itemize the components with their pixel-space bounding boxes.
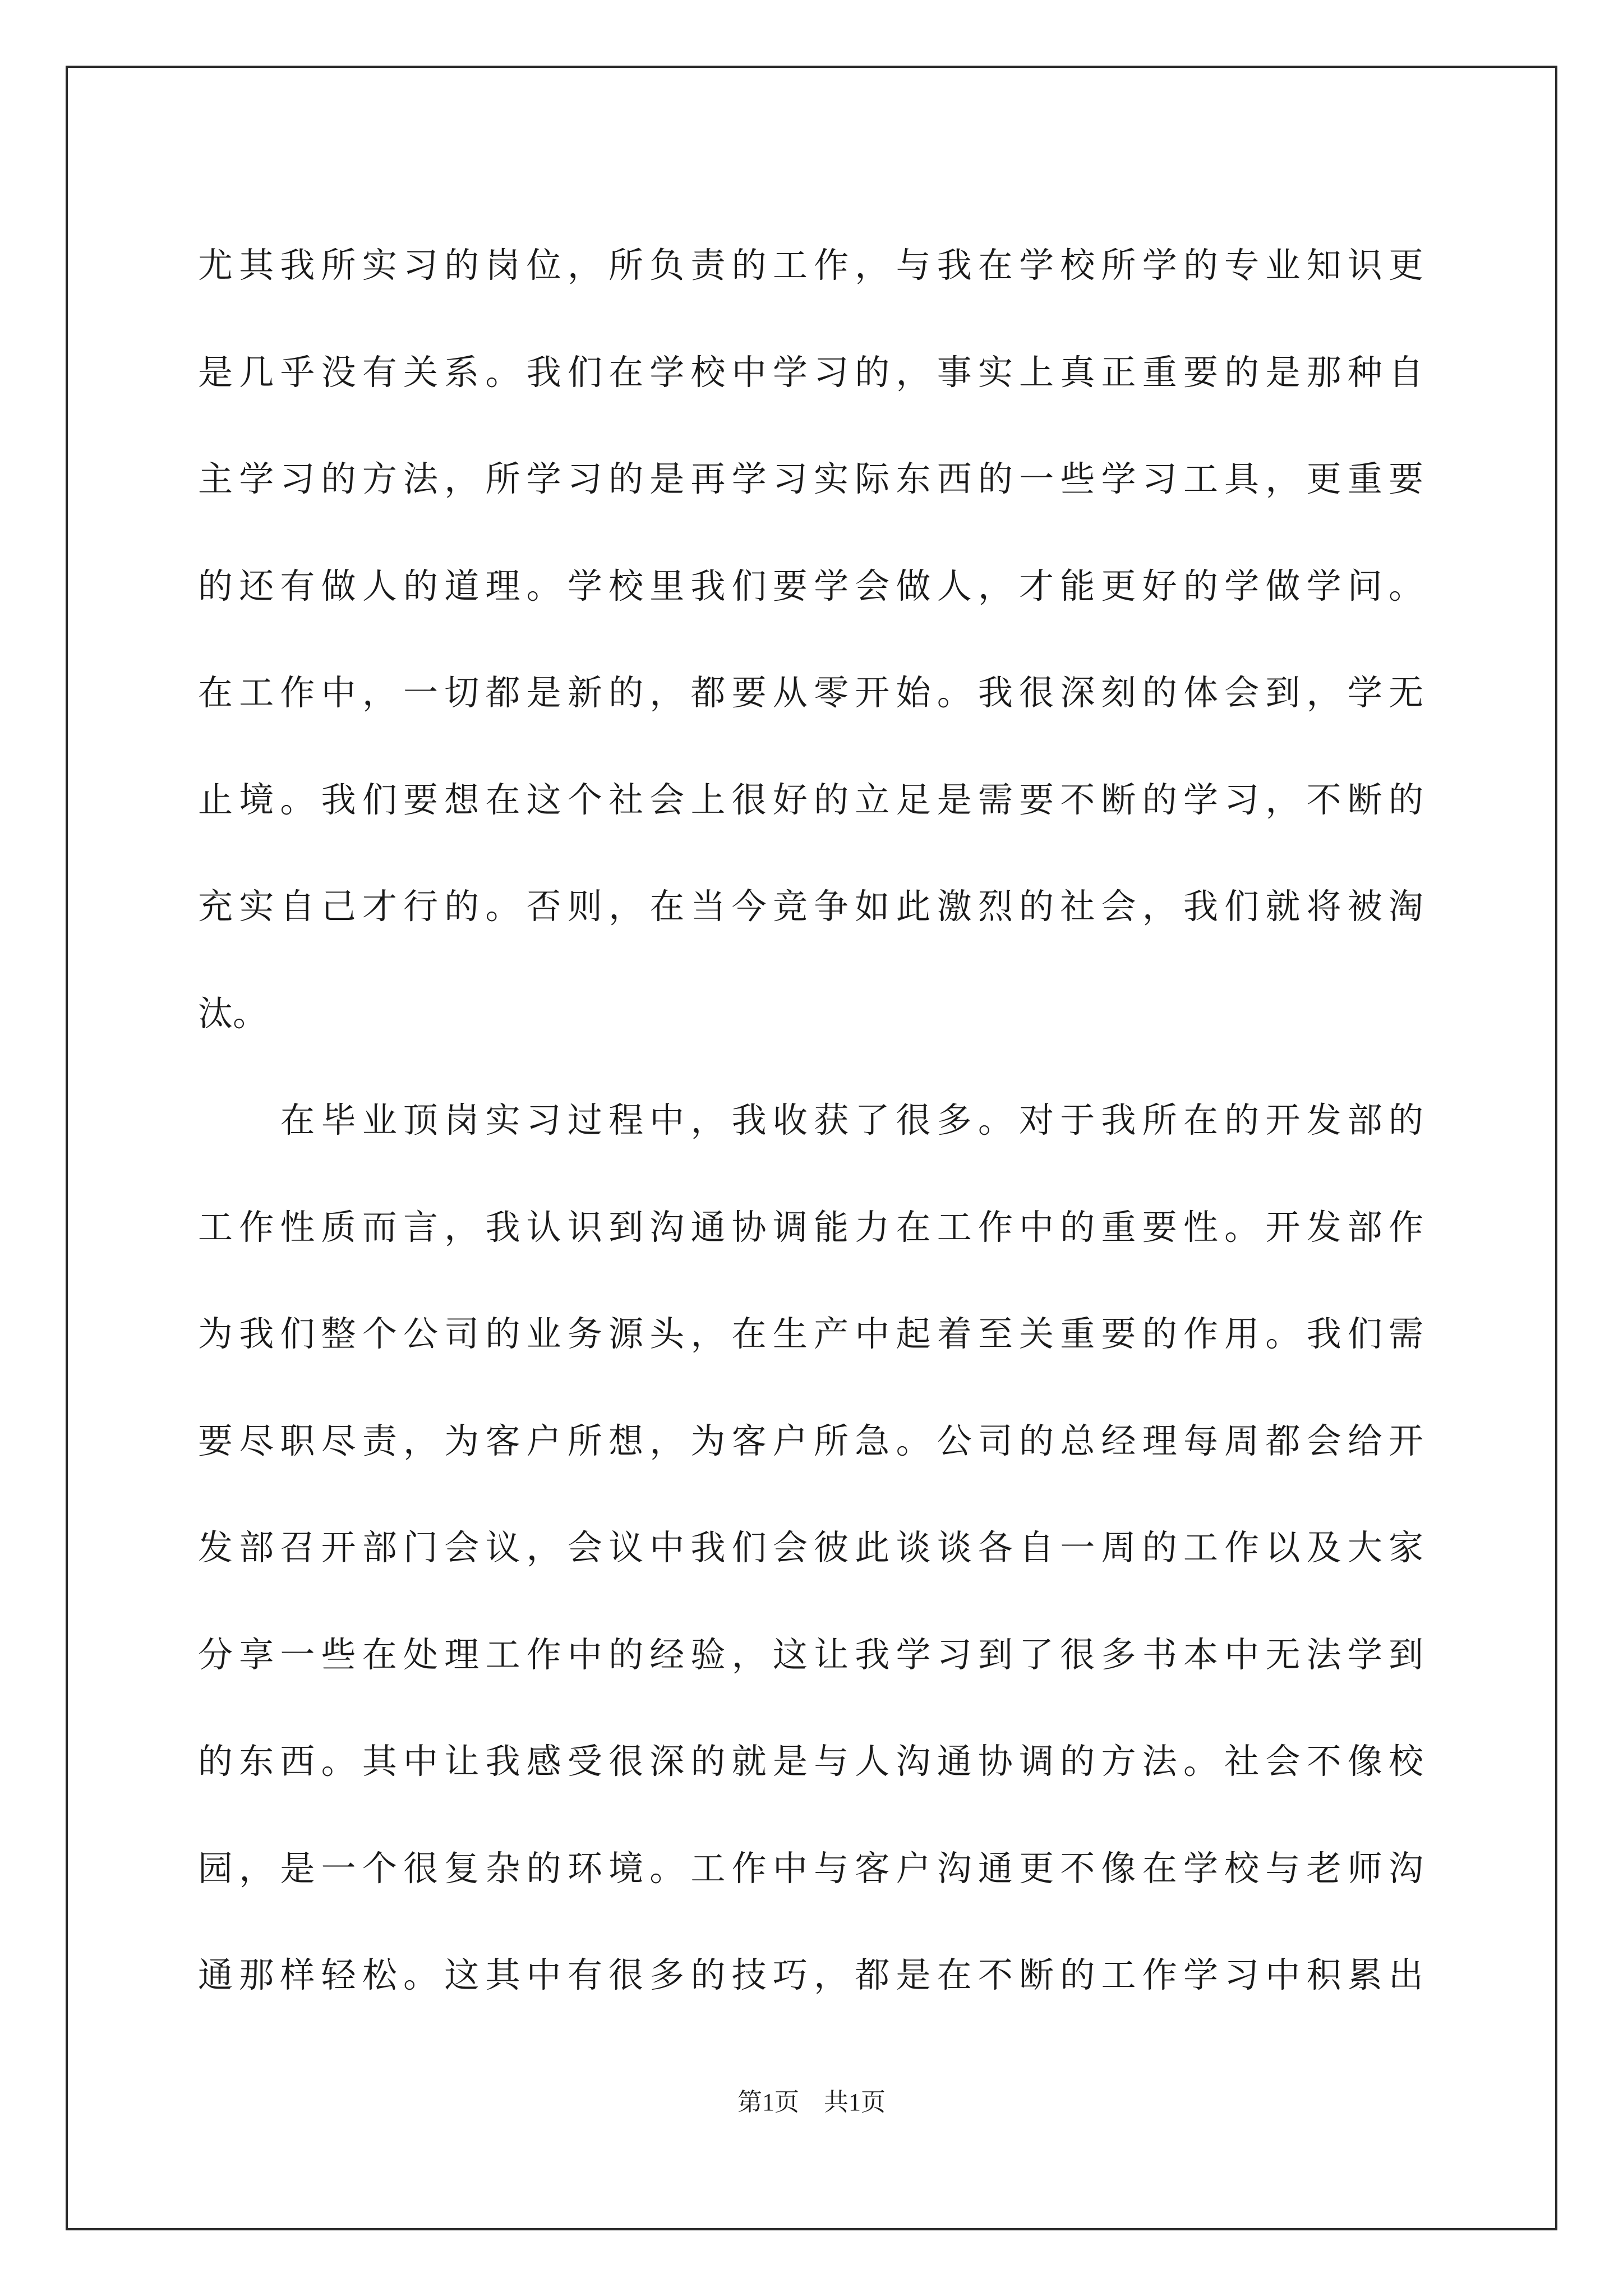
- document-body: [198, 212, 1423, 2029]
- text-line: 为我们整个公司的业务源头，在生产中起着至关重要的作用。我们需: [198, 1313, 1423, 1354]
- text-line: 的还有做人的道理。学校里我们要学会做人，才能更好的学做学问。: [198, 565, 1423, 606]
- text-line: 园，是一个很复杂的环境。工作中与客户沟通更不像在学校与老师沟: [198, 1847, 1423, 1889]
- text-line: 汰。: [198, 992, 268, 1034]
- text-line: 工作性质而言，我认识到沟通协调能力在工作中的重要性。开发部作: [198, 1206, 1423, 1248]
- text-line: 要尽职尽责，为客户所想，为客户所急。公司的总经理每周都会给开: [198, 1420, 1423, 1461]
- text-line: 通那样轻松。这其中有很多的技巧，都是在不断的工作学习中积累出: [198, 1954, 1423, 1995]
- text-line: 发部召开部门会议，会议中我们会彼此谈谈各自一周的工作以及大家: [198, 1527, 1423, 1568]
- page-number: 第1页 共1页: [737, 2088, 886, 2116]
- text-line: 止境。我们要想在这个社会上很好的立足是需要不断的学习，不断的: [198, 779, 1423, 820]
- text-line: 主学习的方法，所学习的是再学习实际东西的一些学习工具，更重要: [198, 458, 1423, 499]
- text-line: 充实自己才行的。否则，在当今竞争如此激烈的社会，我们就将被淘: [198, 886, 1423, 927]
- text-line: 尤其我所实习的岗位，所负责的工作，与我在学校所学的专业知识更: [198, 245, 1423, 286]
- text-line: 在工作中，一切都是新的，都要从零开始。我很深刻的体会到，学无: [198, 672, 1423, 713]
- text-line: 是几乎没有关系。我们在学校中学习的，事实上真正重要的是那种自: [198, 351, 1423, 393]
- text-line: 的东西。其中让我感受很深的就是与人沟通协调的方法。社会不像校: [198, 1741, 1423, 1782]
- text-line: 分享一些在处理工作中的经验，这让我学习到了很多书本中无法学到: [198, 1634, 1423, 1675]
- text-line: 在毕业顶岗实习过程中，我收获了很多。对于我所在的开发部的: [198, 1099, 1423, 1140]
